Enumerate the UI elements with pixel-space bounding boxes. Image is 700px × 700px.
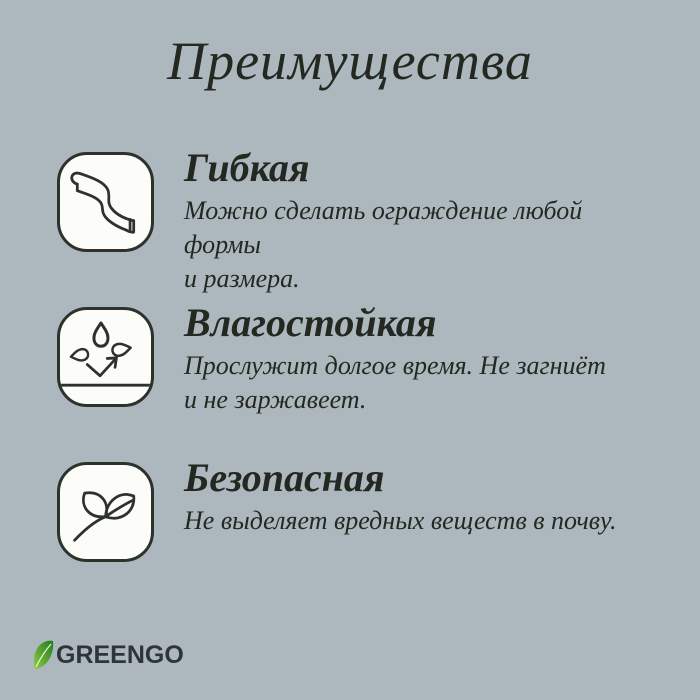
flexible-tape-icon [60,155,151,249]
feature-title: Безопасная [184,455,385,500]
feature-item-moisture [57,300,657,462]
page-title: Преимущества [167,31,533,91]
feature-title: Гибкая [184,145,310,190]
features-list [57,145,657,617]
leaf-icon [60,465,151,559]
feature-text [184,299,606,417]
feature-text [184,144,657,296]
feature-icon-box [57,152,154,252]
water-drops-icon [60,310,151,404]
feature-item-flexible [57,145,657,307]
feature-icon-box [57,307,154,407]
brand-logo [32,640,184,670]
brand-name: GREENGO [56,640,184,669]
feature-description [184,349,606,417]
feature-description-line: и размера. [184,264,300,293]
feature-description-line: и не заржавеет. [184,385,367,414]
feature-description-line: Прослужит долгое время. Не загниёт [184,351,606,380]
feature-description [184,194,657,296]
feature-text [184,454,616,538]
feature-title: Влагостойкая [184,300,437,345]
feature-description-line: Не выделяет вредных веществ в почву. [184,506,617,535]
feature-icon-box [57,462,154,562]
feature-description-line: Можно сделать ограждение любой формы [184,196,583,259]
feature-item-safe [57,455,657,617]
brand-leaf-icon [32,640,54,670]
feature-description [184,504,616,538]
